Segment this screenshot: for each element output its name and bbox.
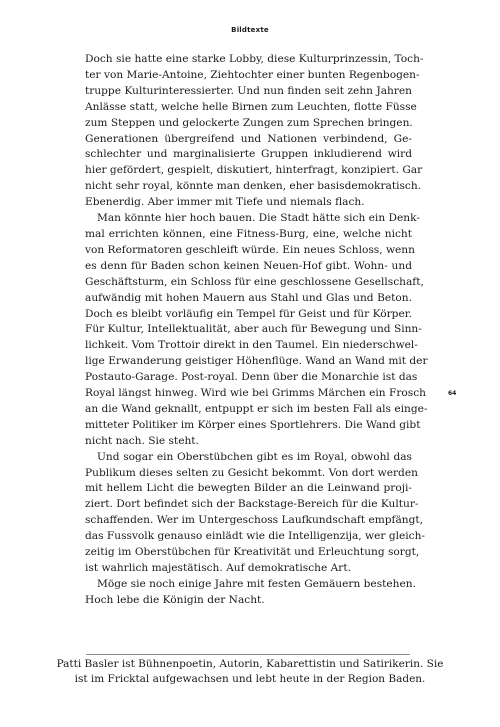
text-line: Publikum dieses selten zu Gesicht bekommt. Von dort werden	[85, 466, 418, 479]
text-line: Man könnte hier hoch bauen. Die Stadt hätte sich ein Denk-	[97, 212, 420, 225]
text-line: das Fussvolk genauso einlädt wie die Intelligenzija, wer gleich-	[85, 530, 425, 543]
text-line: Anlässe statt, welche helle Birnen zum Leuchten, flotte Füsse	[85, 100, 417, 113]
text-line: lige Erwanderung geistiger Höhenflüge. Wand an Wand mit der	[85, 355, 428, 368]
text-line: Royal längst hinweg. Wird wie bei Grimms Märchen ein Frosch	[85, 387, 426, 400]
text-line: schlechter und marginalisierte Gruppen inkludierend wird	[85, 148, 412, 161]
text-line: Hoch lebe die Königin der Nacht.	[85, 593, 265, 606]
text-line: Für Kultur, Intellektualität, aber auch für Bewegung und Sinn-	[85, 323, 422, 336]
text-line: zeitig im Oberstübchen für Kreativität und Erleuchtung sorgt,	[85, 546, 420, 559]
paragraph	[85, 52, 424, 211]
paragraph	[85, 211, 428, 450]
text-line: Postauto-Garage. Post-royal. Denn über die Monarchie ist das	[85, 371, 418, 384]
text-line: Möge sie noch einige Jahre mit festen Gemäuern bestehen.	[97, 577, 416, 590]
running-header: Bildtexte	[231, 26, 269, 34]
page-number: 64	[448, 390, 457, 397]
text-line: truppe Kulturinteressierter. Und nun finden seit zehn Jahren	[85, 84, 412, 97]
text-line: Doch sie hatte eine starke Lobby, diese Kulturprinzessin, Toch-	[85, 53, 424, 65]
text-line: ist wahrlich majestätisch. Auf demokratische Art.	[85, 562, 351, 574]
text-line: Und sogar ein Oberstübchen gibt es im Royal, obwohl das	[97, 450, 412, 463]
text-line: von Reformatoren geschleift würde. Ein neues Schloss, wenn	[85, 243, 415, 256]
text-line: zum Steppen und gelockerte Zungen zum Sprechen bringen.	[85, 116, 413, 129]
text-line: nicht sehr royal, könnte man denken, eher basisdemokratisch.	[85, 180, 422, 193]
text-line: Doch es bleibt vorläufig ein Tempel für Geist und für Körper.	[85, 307, 412, 320]
text-line: es denn für Baden schon keinen Neuen-Hof gibt. Wohn- und	[85, 259, 412, 272]
text-line: aufwändig mit hohen Mauern aus Stahl und Glas und Beton.	[85, 291, 412, 304]
text-line: nicht nach. Sie steht.	[85, 434, 199, 447]
author-bio	[45, 657, 455, 686]
text-line: mitteter Politiker im Körper eines Sportlehrers. Die Wand gibt	[85, 418, 421, 431]
text-line: an die Wand geknallt, entpuppt er sich im besten Fall als einge-	[85, 402, 428, 415]
text-line: mal errichten können, eine Fitness-Burg, eine, welche nicht	[85, 227, 412, 240]
divider-rule	[86, 654, 410, 655]
text-line: ter von Marie-Antoine, Ziehtochter einer bunten Regenbogen-	[85, 68, 420, 81]
text-line: schaffenden. Wer im Untergeschoss Laufkundschaft empfängt,	[85, 514, 424, 527]
text-line: ziert. Dort befindet sich der Backstage-Bereich für die Kultur-	[85, 498, 419, 511]
paragraph	[85, 450, 425, 577]
text-line: Ebenerdig. Aber immer mit Tiefe und niemals flach.	[85, 196, 365, 209]
text-line: lichkeit. Vom Trottoir direkt in den Taumel. Ein niederschwel-	[85, 339, 418, 352]
text-line: Generationen übergreifend und Nationen verbindend, Ge-	[85, 132, 412, 145]
paragraph	[85, 577, 416, 609]
article-body	[85, 52, 428, 609]
text-line: Geschäftsturm, ein Schloss für eine geschlossene Gesellschaft,	[85, 275, 424, 288]
bio-line: ist im Fricktal aufgewachsen und lebt heute in der Region Baden.	[74, 672, 426, 685]
text-line: hier gefördert, gespielt, diskutiert, hinterfragt, konzipiert. Gar	[85, 164, 423, 177]
bio-line: Patti Basler ist Bühnenpoetin, Autorin, Kabarettistin und Satirikerin. Sie	[56, 658, 444, 670]
text-line: mit hellem Licht die bewegten Bilder an die Leinwand proji-	[85, 482, 412, 495]
